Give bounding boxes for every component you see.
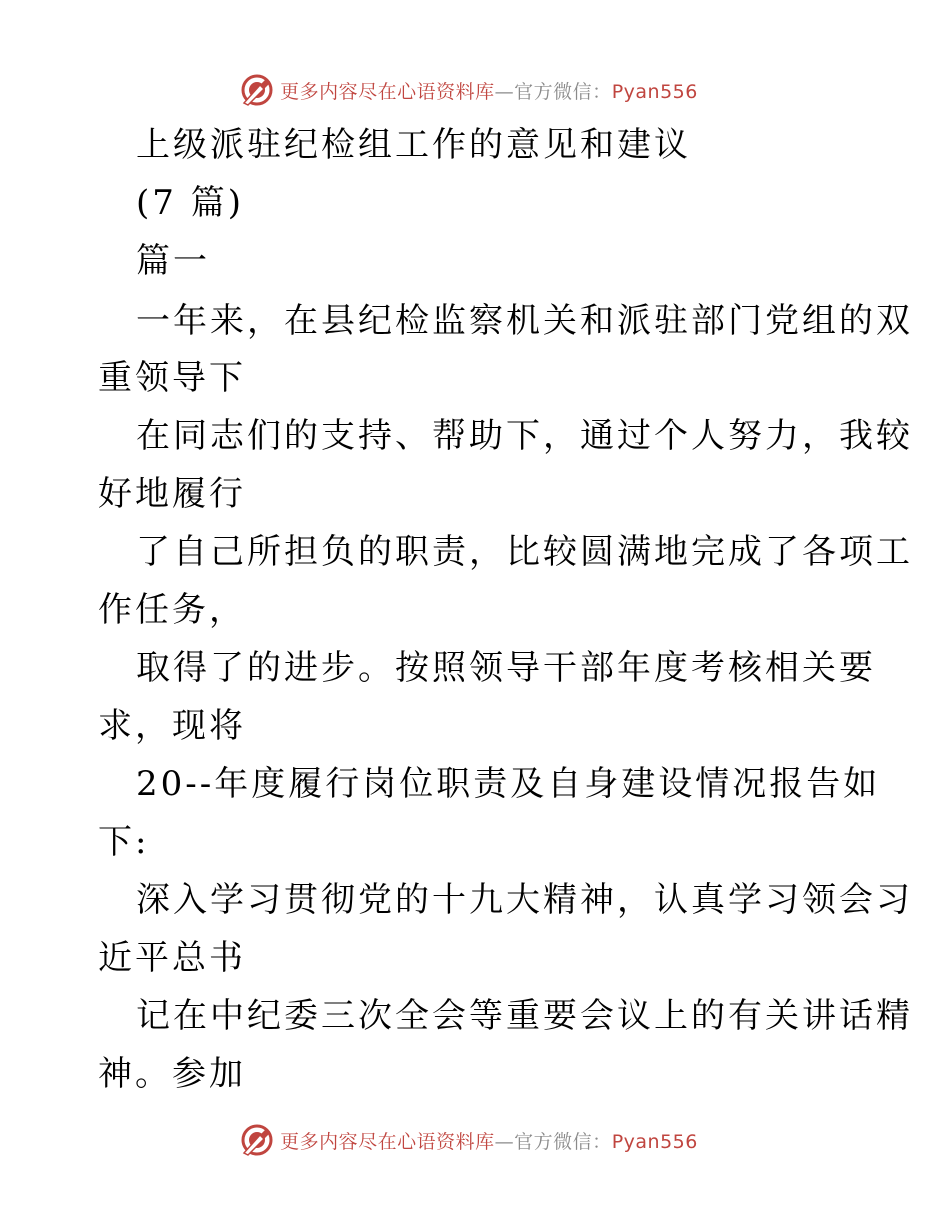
paragraph-line: 神。参加 <box>98 1054 246 1094</box>
banner-dash: — <box>494 1130 515 1153</box>
paragraph-line: 记在中纪委三次全会等重要会议上的有关讲话精 <box>136 996 913 1036</box>
pen-logo-icon <box>240 73 274 107</box>
footer-banner <box>0 1120 950 1160</box>
document-count: (7 篇) <box>136 183 244 223</box>
banner-wechat-id: Pyan556 <box>611 80 698 103</box>
paragraph-line: 下: <box>98 822 150 862</box>
document-title: 上级派驻纪检组工作的意见和建议 <box>136 125 691 165</box>
banner-wechat-id: Pyan556 <box>611 1130 698 1153</box>
banner-main-text: 更多内容尽在心语资料库 <box>280 1130 495 1153</box>
paragraph-line: 求，现将 <box>98 706 246 746</box>
header-banner <box>0 70 950 110</box>
paragraph-line: 深入学习贯彻党的十九大精神，认真学习领会习 <box>136 880 913 920</box>
banner-official-label: 官方微信： <box>514 1130 612 1153</box>
paragraph-line: 作任务， <box>98 590 246 630</box>
paragraph-line: 了自己所担负的职责，比较圆满地完成了各项工 <box>136 532 913 572</box>
banner-text <box>280 77 698 104</box>
paragraph-line: 在同志们的支持、帮助下，通过个人努力，我较 <box>136 416 913 456</box>
paragraph-line: 好地履行 <box>98 474 246 514</box>
banner-text <box>280 1127 698 1154</box>
banner-main-text: 更多内容尽在心语资料库 <box>280 80 495 103</box>
banner-official-label: 官方微信： <box>514 80 612 103</box>
paragraph-line: 20--年度履行岗位职责及自身建设情况报告如 <box>136 764 881 804</box>
paragraph-line: 取得了的进步。按照领导干部年度考核相关要 <box>136 648 876 688</box>
paragraph-line: 近平总书 <box>98 938 246 978</box>
pen-logo-icon <box>240 1123 274 1157</box>
banner-dash: — <box>494 80 515 103</box>
section-heading: 篇一 <box>136 241 210 281</box>
paragraph-line: 一年来，在县纪检监察机关和派驻部门党组的双 <box>136 301 913 341</box>
paragraph-line: 重领导下 <box>98 358 246 398</box>
